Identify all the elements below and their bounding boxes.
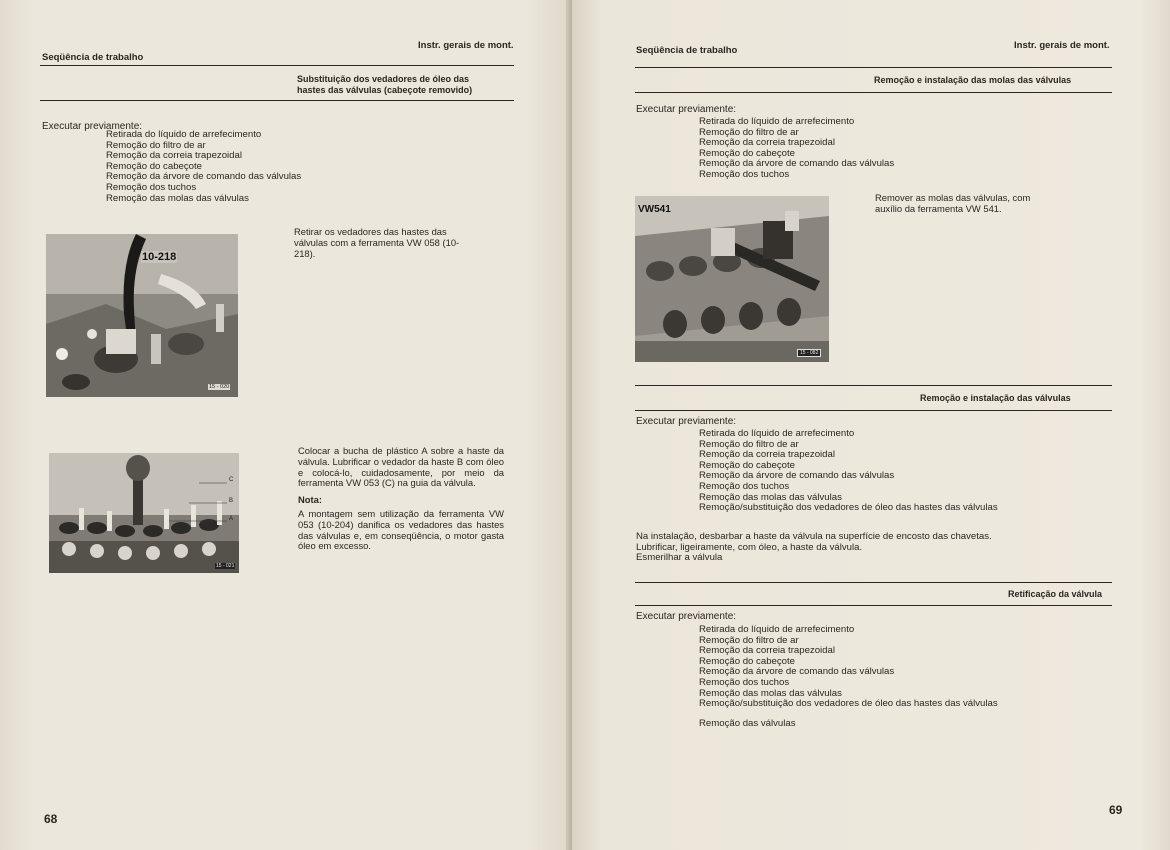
list-item: Remoção do cabeçote <box>106 160 202 172</box>
prereq-label: Executar previamente: <box>636 104 737 115</box>
note-title: Nota: <box>298 494 322 506</box>
install-note: Esmerilhar a válvula <box>636 552 723 564</box>
list-item: Remoção dos tuchos <box>699 676 790 688</box>
list-item: Remoção do filtro de ar <box>699 438 799 450</box>
cylinder-head-graphic <box>49 453 239 573</box>
right-page <box>572 0 1170 850</box>
prereq-steps <box>699 117 894 181</box>
list-item: Remoção dos tuchos <box>699 168 790 180</box>
list-item: Retirada do líquido de arrefecimento <box>699 116 855 127</box>
section-title-springs: Remoção e instalação das molas das válvulas <box>874 75 1072 85</box>
valve-seal-removal-photo <box>46 234 238 397</box>
figure-ref: 15 - 020 <box>209 384 230 390</box>
header-work-sequence: Seqüência de trabalho <box>636 45 738 56</box>
header-rule <box>635 67 1112 68</box>
list-item: Remoção da correia trapezoidal <box>699 645 835 657</box>
prereq-label: Executar previamente: <box>636 416 737 427</box>
letter-a: A <box>229 516 234 522</box>
section-rule <box>635 582 1112 583</box>
vw541-tool-graphic <box>635 196 829 362</box>
instruction-install-seal-text: Colocar a bucha de plástico A sobre a haste da válvula. Lubrificar o vedador da haste B com óleo e colocá-lo, cuidadosamente, por meio da ferramenta VW 053 (C) na guia da válvula. <box>298 445 504 489</box>
list-item: Retirada do líquido de arrefecimento <box>699 624 855 635</box>
section-rule <box>635 410 1112 411</box>
list-item: Remoção da correia trapezoidal <box>106 150 242 162</box>
list-item: Remoção do filtro de ar <box>106 139 206 151</box>
tool-label-vw541: VW541 <box>638 204 671 215</box>
header-general-instructions: Instr. gerais de mont. <box>418 40 514 51</box>
extra-step: Remoção das válvulas <box>699 718 796 729</box>
list-item: Retirada do líquido de arrefecimento <box>106 129 262 140</box>
list-item: Remoção dos tuchos <box>699 480 790 492</box>
letter-c: C <box>229 477 234 483</box>
figure-ref: 15 - 082 <box>797 349 821 357</box>
list-item: Remoção das molas das válvulas <box>106 192 249 204</box>
list-item: Remoção/substituição dos vedadores de óleo das hastes das válvulas <box>699 502 998 514</box>
prereq-label: Executar previamente: <box>42 121 143 132</box>
prereq-steps <box>106 130 301 204</box>
list-item: Remoção da árvore de comando das válvulas <box>106 171 302 183</box>
instruction-remove-seals: Retirar os vedadores das hastes das válvulas com a ferramenta VW 058 (10-218). <box>294 226 460 259</box>
valve-spring-removal-photo <box>635 196 829 362</box>
header-general-instructions: Instr. gerais de mont. <box>1014 40 1110 51</box>
prereq-steps <box>699 429 998 514</box>
header-work-sequence: Seqüência de trabalho <box>42 52 144 63</box>
section-title-line-2: hastes das válvulas (cabeçote removido) <box>297 85 473 95</box>
install-note: Lubrificar, ligeiramente, com óleo, a haste da válvula. <box>636 541 863 553</box>
section-rule <box>635 385 1112 386</box>
instruction-remove-springs: Remover as molas das válvulas, com auxílio da ferramenta VW 541. <box>875 192 1031 214</box>
page-number: 68 <box>44 812 58 826</box>
valve-seal-install-photo <box>49 453 239 573</box>
section-rule <box>635 92 1112 93</box>
list-item: Remoção da árvore de comando das válvulas <box>699 158 895 170</box>
list-item: Remoção da árvore de comando das válvulas <box>699 666 895 678</box>
list-item: Remoção do cabeçote <box>699 147 795 159</box>
list-item: Remoção da correia trapezoidal <box>699 137 835 149</box>
list-item: Remoção das molas das válvulas <box>699 687 842 699</box>
section-rule <box>635 605 1112 606</box>
left-page <box>0 0 572 850</box>
list-item: Remoção do cabeçote <box>699 655 795 667</box>
header-rule <box>40 65 514 66</box>
prereq-steps <box>699 625 998 710</box>
install-note: Na instalação, desbarbar a haste da válvula na superfície de encosto das chavetas. <box>636 531 992 542</box>
page-number: 69 <box>1109 803 1123 817</box>
section-title-valves: Remoção e instalação das válvulas <box>920 393 1071 403</box>
list-item: Remoção do cabeçote <box>699 459 795 471</box>
list-item: Remoção dos tuchos <box>106 181 197 193</box>
note-text: A montagem sem utilização da ferramenta VW 053 (10-204) danifica os vedadores das hastes das válvulas e, em conseqüência, o motor gasta óleo em excesso. <box>298 507 504 552</box>
section-title <box>297 74 472 96</box>
section-title-line-1: Substituição dos vedadores de óleo das <box>297 74 470 84</box>
tool-label-10-218: 10-218 <box>142 251 177 263</box>
instruction-install-seal <box>298 446 504 552</box>
figure-ref: 15 - 021 <box>216 563 235 569</box>
section-title-valve-grinding: Retificação da válvula <box>1008 589 1103 599</box>
list-item: Retirada do líquido de arrefecimento <box>699 428 855 439</box>
install-notes <box>636 532 992 564</box>
list-item: Remoção/substituição dos vedadores de óleo das hastes das válvulas <box>699 698 998 710</box>
list-item: Remoção da árvore de comando das válvulas <box>699 470 895 482</box>
list-item: Remoção das molas das válvulas <box>699 491 842 503</box>
prereq-label: Executar previamente: <box>636 611 737 622</box>
list-item: Remoção do filtro de ar <box>699 126 799 138</box>
letter-b: B <box>229 498 234 504</box>
list-item: Remoção da correia trapezoidal <box>699 449 835 461</box>
section-rule <box>40 100 514 101</box>
list-item: Remoção do filtro de ar <box>699 634 799 646</box>
